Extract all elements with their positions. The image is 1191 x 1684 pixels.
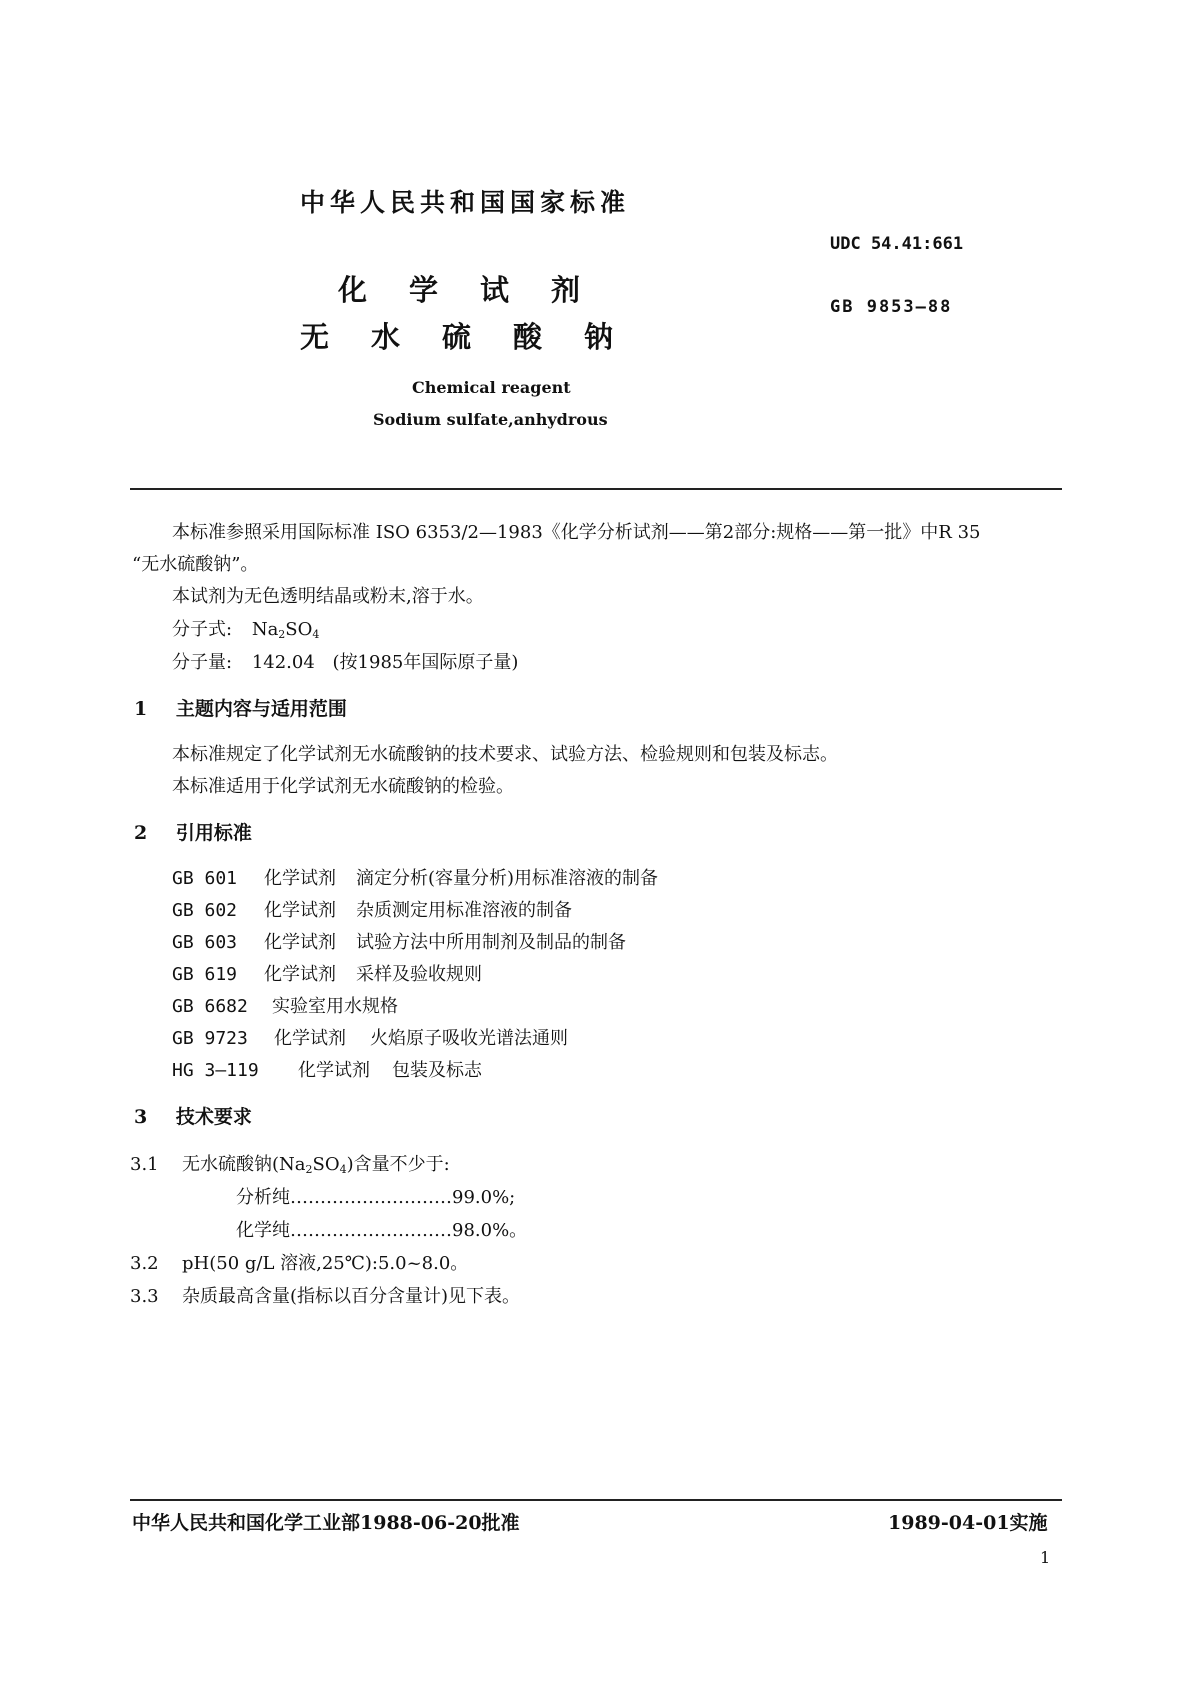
- effective-date: 1989-04-01实施: [888, 1512, 1048, 1534]
- section-title: 引用标准: [175, 822, 252, 844]
- section1-line1: 本标准规定了化学试剂无水硫酸钠的技术要求、试验方法、检验规则和包装及标志。: [172, 744, 838, 765]
- standard-title: 中华人民共和国国家标准: [300, 188, 631, 217]
- section3-heading: [134, 1102, 252, 1129]
- section-title: 技术要求: [175, 1106, 252, 1128]
- udc-number: UDC 54.41:661: [830, 234, 964, 254]
- mass-label: 分子量:: [172, 652, 233, 673]
- document-title-line1: 化学试剂: [338, 273, 623, 307]
- approval-line: 中华人民共和国化学工业部1988-06-20批准: [132, 1512, 520, 1534]
- mass-note: (按1985年国际原子量): [332, 652, 519, 673]
- molecular-mass: [172, 648, 518, 674]
- reference-item: GB 602 化学试剂 杂质测定用标准溶液的制备: [172, 900, 572, 921]
- page-number: 1: [1040, 1548, 1051, 1567]
- reference-item: GB 9723 化学试剂 火焰原子吸收光谱法通则: [172, 1028, 568, 1049]
- reference-item: GB 603 化学试剂 试验方法中所用制剂及制品的制备: [172, 932, 626, 953]
- document-title-line2: 无水硫酸钠: [300, 320, 656, 354]
- english-title-line1: Chemical reagent: [412, 378, 571, 397]
- gb-number: GB 9853—88: [830, 297, 953, 317]
- grade-chemical: 化学纯………………………98.0%。: [236, 1220, 528, 1241]
- section2-heading: [134, 818, 252, 845]
- intro-paragraph-line1: 本标准参照采用国际标准 ISO 6353/2—1983《化学分析试剂——第2部分:规格——第一批》中R 35: [172, 522, 981, 543]
- reference-item: HG 3—119 化学试剂 包装及标志: [172, 1060, 482, 1081]
- section-title: 主题内容与适用范围: [175, 698, 347, 720]
- formula-value: $Na_2SO_4$: [251, 619, 320, 641]
- formula-label: 分子式:: [172, 619, 233, 640]
- reference-item: GB 619 化学试剂 采样及验收规则: [172, 964, 482, 985]
- item-3-1: 3.1 无水硫酸钠$(Na_2SO_4)$含量不少于:: [130, 1154, 450, 1176]
- item-3-3: 3.3 杂质最高含量(指标以百分含量计)见下表。: [130, 1286, 521, 1307]
- intro-description: 本试剂为无色透明结晶或粉末,溶于水。: [172, 586, 484, 607]
- section-number: 3: [134, 1106, 148, 1128]
- item-3-2: 3.2 pH(50 g/L 溶液,25℃):5.0~8.0。: [130, 1253, 469, 1274]
- english-title-line2: Sodium sulfate,anhydrous: [373, 410, 608, 429]
- section-number: 2: [134, 822, 148, 844]
- reference-item: GB 601 化学试剂 滴定分析(容量分析)用标准溶液的制备: [172, 868, 659, 889]
- section-number: 1: [134, 698, 148, 720]
- section1-line2: 本标准适用于化学试剂无水硫酸钠的检验。: [172, 776, 514, 797]
- molecular-formula: [172, 615, 319, 641]
- section1-heading: [134, 694, 347, 721]
- footer-divider: [130, 1499, 1062, 1501]
- mass-value: 142.04: [251, 652, 315, 673]
- header-divider: [130, 488, 1062, 490]
- reference-item: GB 6682 实验室用水规格: [172, 996, 398, 1017]
- grade-analytical: 分析纯………………………99.0%;: [236, 1187, 516, 1208]
- intro-paragraph-line2: “无水硫酸钠”。: [132, 554, 259, 575]
